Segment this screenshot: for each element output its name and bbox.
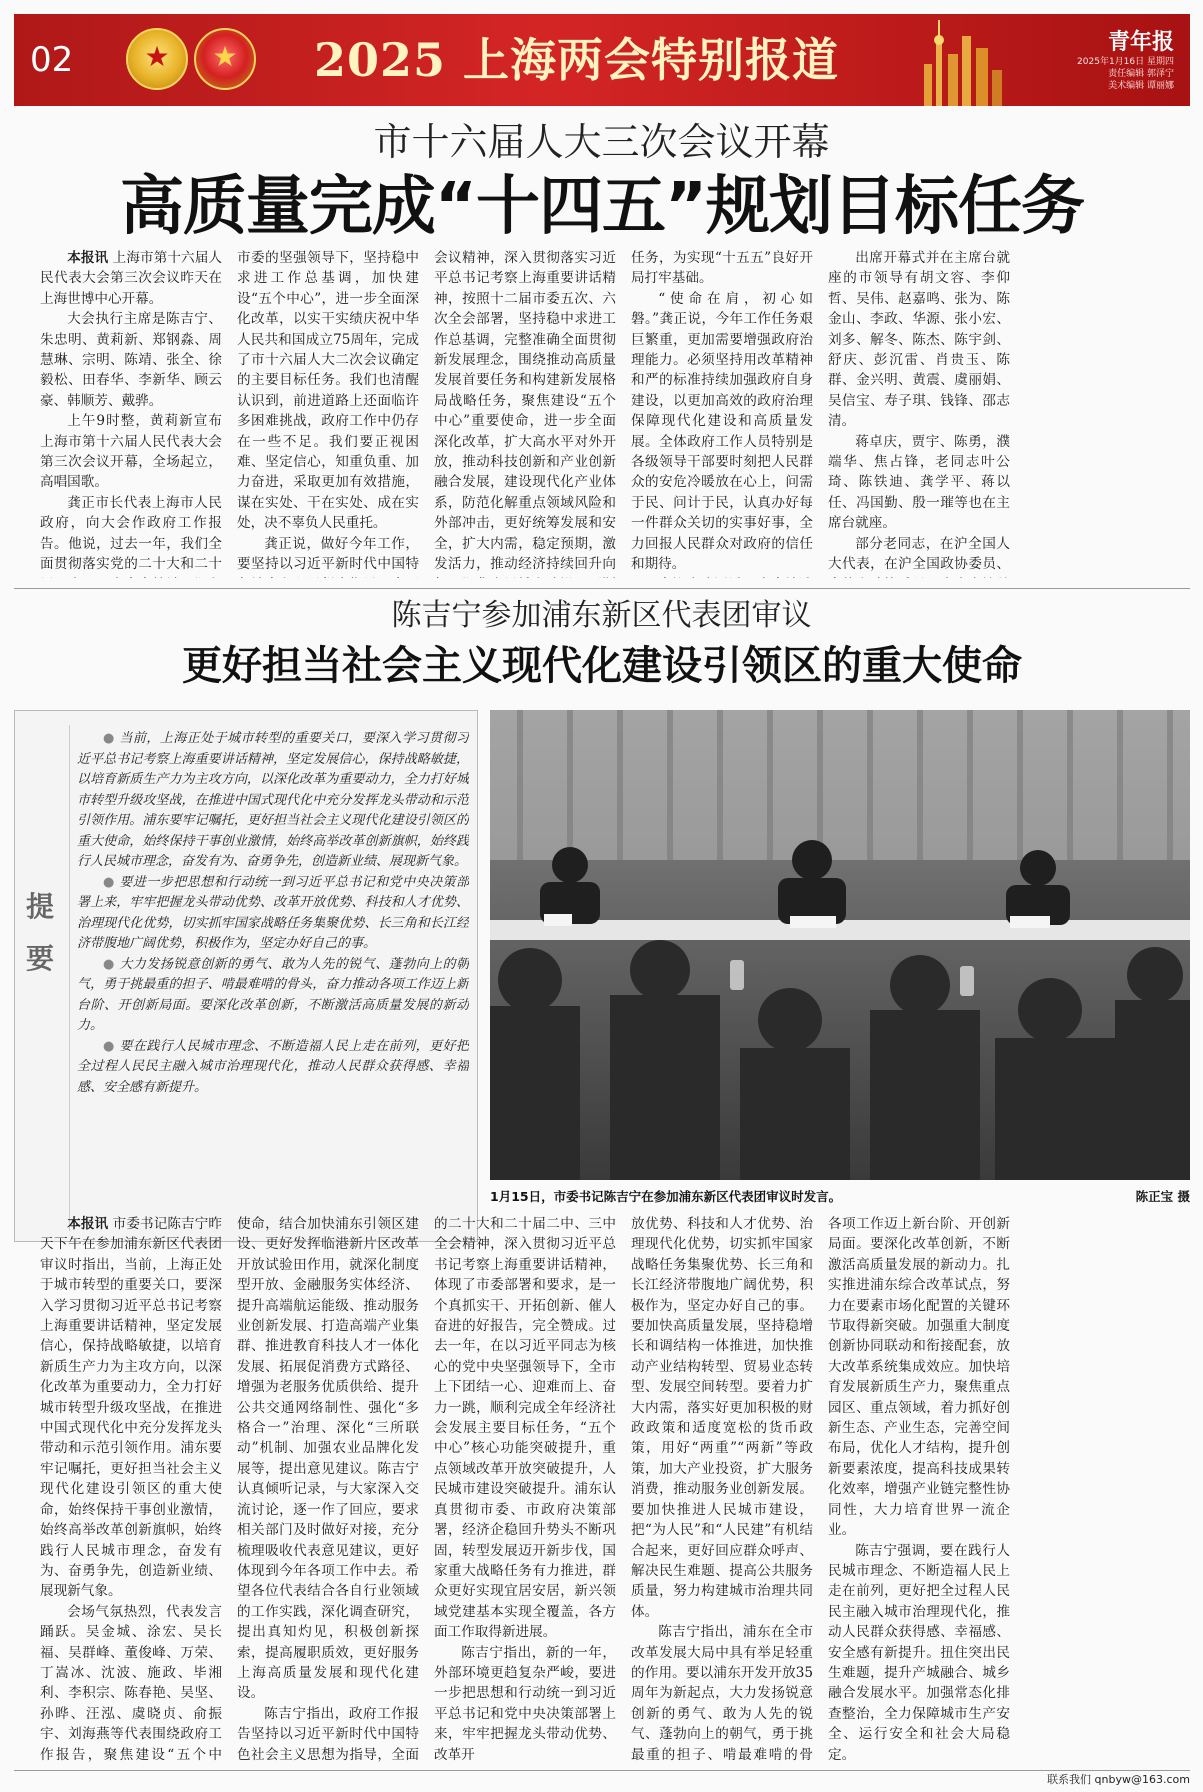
story1-kicker: 市十六届人大三次会议开幕 — [373, 120, 830, 164]
header-banner — [14, 14, 1190, 106]
story2-kicker: 陈吉宁参加浦东新区代表团审议 — [391, 598, 812, 633]
story2-headline: 更好担当社会主义现代化建设引领区的重大使命 — [182, 643, 1022, 689]
story1-column-3: 会议精神，深入贯彻落实习近平总书记考察上海重要讲话精神，按照十二届市委五次、六次全会部署，坚持稳中求进工作总基调，完整准确全面贯彻新发展理念，围绕推动高质量发展首要任务和构建新发展格局战略任务，聚焦建设“五个中心”重要使命，进一步全面深化改革，扩大高水平对外开放，推动科技创新和产业创新融合发展，建设现代化产业体系，防范化解重点领域风险和外部冲击，更好统筹发展和安全，扩大内需，稳定预期，激发活力，推动经济持续回升向 — [434, 250, 616, 573]
story2-column-5: 各项工作迈上新台阶、开创新局面。要深化改革创新，不断激活高质量发展的新动力。扎实推进浦东综合改革试点，努力在要素市场化配置的关键环节取得新突破。加强重大制度创新协同联动和衔接配套，放大改革系统集成效应。加快培育发展新质生产力，聚焦重点园区、重点领域，着力抓好创新生态、产业生态，完善空间布局，优化人才结构，提升创新要素浓度，提高科技成果转化效率，增强产业链完整性协同性，大力培育世界一流企业。 陈吉宁强调，要在践行人民城市理念、不断造福人民上走在前列，更好把全过程人民民主融入城市治理现代化，推动人民群众获得感、幸福感、安全感有新提升。扭住突出民生难题，提升产城融合、城乡融合发展水平。加强常态化排查整治，全力保障城市生产安全、运行安全和社会大局稳定。 — [828, 1216, 1010, 1762]
section-divider — [14, 588, 1190, 589]
story2-column-2: 使命，结合加快浦东引领区建设、更好发挥临港新片区改革开放试验田作用，就深化制度型开放、金融服务实体经济、提升高端航运能级、推动服务业创新发展、打造高端产业集群、推进教育科技人才一体化发展、拓展促消费方式路径、增强为老服务优质供给、提升公共交通网络制性、强化“多格合一”治理、深化“三所联动”机制、加强农业品牌化发展等，提出意见建议。陈吉宁认真倾听记录，与大家深入交流讨论，逐一作了回应，要求相关部门及时做好对接，充分梳理吸收代表意见建议，更好体现到今年各项工作中去。希望各位代表结合各自行业领域的工作实践，深化调查研究，提出真知灼见，积极创新探索，提高履职质效，更好服务上海高质量发展和现代化建设。 陈吉宁指出，政府工作报告坚持以习近平新时代中国特色社会主义思想为指导，全面 — [237, 1216, 419, 1762]
story1-column-4: 任务，为实现“十五五”良好开局打牢基础。 “使命在肩，初心如磐。”龚正说，今年工作任务艰巨繁重，更加需要增强政府治理能力。必须坚持用改革精神和严的标准持续加强政府自身建设，以更加高效的政府治理保障现代化建设和高质量发展。全体政府工作人员特别是各级领导干部要时刻把人民群众的安危冷暖放在心上，问需于民、问计于民，认真办好每一件群众关切的实事好事，全力回报人民群众对政府的信任和期待。 — [631, 250, 813, 573]
summary-box — [14, 710, 478, 1242]
bullet-icon: ● — [103, 874, 115, 890]
story1-column-1: 本报讯 上海市第十六届人民代表大会第三次会议昨天在上海世博中心开幕。 大会执行主席是陈吉宁、朱忠明、黄莉新、郑钢淼、周慧琳、宗明、陈靖、张全、徐毅松、田春华、李新华、顾云豪、韩顺芳、戴骅。 上午9时整，黄莉新宣布上海市第十六届人民代表大会第三次会议开幕，全场起立，高唱国歌。 龚正市长代表上海市人民政府，向大会作政府工作报告。他说，过去一年，我们全面贯彻落实党的二十大和二十 — [40, 250, 222, 573]
bullet-icon: ● — [103, 1038, 115, 1054]
national-emblem-icon: ★ — [126, 28, 188, 90]
story2-column-1: 本报讯 市委书记陈吉宁昨天下午在参加浦东新区代表团审议时指出，当前，上海正处于城市转型的重要关口，要深入学习贯彻习近平总书记考察上海重要讲话精神，坚定发展信心，保持战略敏捷，以培育新质生产力为主攻方向，以深化改革为重要动力，全力打好城市转型升级攻坚战，在推进中国式现代化中充分发挥龙头带动和示范引领作用。浦东要牢记嘱托，更好担当社会主义现代化建设引领区的重大使命，始终保持干事创业激情，始终高举改革创新旗帜，始终践行人民城市理念，奋发有为、奋勇争先，创造新业绩、展现新气象。 会场气氛热烈，代表发言踊跃。吴金城、涂宏、吴长福、吴群峰、董俊峰、万荣、丁嵩冰、沈波、施政、毕湘利、李积宗、陈春艳、吴坚、孙晔、汪泓、虞晓贞、俞振宇、刘海燕等代表围绕政府工作报告，聚焦建设“五个中 — [40, 1216, 222, 1762]
story1-lead-tag: 本报讯 — [67, 250, 109, 266]
footer — [14, 1770, 1190, 1789]
bullet-icon: ● — [103, 956, 115, 972]
bullet-icon: ● — [103, 731, 115, 746]
news-photo — [490, 710, 1190, 1180]
story1-column-5: 出席开幕式并在主席台就座的市领导有胡文容、李仰哲、吴伟、赵嘉鸣、张为、陈金山、李政、华源、张小宏、刘多、解冬、陈杰、陈宇剑、舒庆、彭沉雷、肖贵玉、陈群、金兴明、黄震、虞丽娟、吴信宝、寿子琪、钱锋、邵志清。 蒋卓庆，贾宇、陈勇，濮端华、焦占锋，老同志叶公琦、陈铁迪、龚学平、蒋以任、冯国勤、殷一璀等也在主席台就座。 部分老同志，在沪全国人大代表，在沪全国政协委员、 — [828, 250, 1010, 573]
contact-email[interactable]: 联系我们 qnbyw@163.com — [1047, 1773, 1190, 1786]
paper-logo: 青年报 — [1107, 29, 1174, 55]
summary-text: ● 当前，上海正处于城市转型的重要关口，要深入学习贯彻习近平总书记考察上海重要讲话精神，坚定发展信心，保持战略敏捷，以培育新质生产力为主攻方向，以深化改革为重要动力，全力打好城市转型升级攻坚战，在推进中国式现代化中充分发挥龙头带动和示范引领作用。浦东要牢记嘱托，更好担当社会主义现代化建设引领区的重大使命，始终保持干事创业激情，始终高举改革创新旗帜，始终践行人民城市理念，奋发有为、奋勇争先，创造新业绩、展现新气象。 ● 要进一步把思想和行动统一到习近平总书记和党中央决策部署上来，牢牢把握龙头带动优势、改革开放优势、科技和人才优势、治理现代化优势，切实抓牢国家战略任务集聚优势、长三角和长江经济带腹地广阔优势，积极作为，坚定办好自己的事。 ● 大力发扬锐意创新的勇气、敢为人先的锐气、蓬勃向上的朝气，勇于挑最重的担子、啃最难啃的骨头，奋力推动各项工作迈上新台阶、开创新局面。要深化改革创新，不断激活高质量发展的新动力。 ● 要在践行人民城市理念、不断造福人民上走在前列，更好把全过程人民民主融入城市治理现代化，推动人民群众获得感、幸福感、安全感有新提升。 — [77, 731, 469, 1095]
photo-caption: 1月15日，市委书记陈吉宁在参加浦东新区代表团审议时发言。 陈正宝 摄 — [490, 1187, 1190, 1207]
summary-title: 提要 — [25, 890, 54, 975]
cppcc-emblem-icon: ★ — [194, 28, 256, 90]
story2-column-4: 放优势、科技和人才优势、治理现代化优势，切实抓牢国家战略任务集聚优势、长三角和长江经济带腹地广阔优势，积极作为，坚定办好自己的事。要加快高质量发展，坚持稳增长和调结构一体推进，加快推动产业结构转型、贸易业态转型、发展空间转型。要着力扩大内需，落实好更加积极的财政政策和适度宽松的货币政策，用好“两重”“两新”等政策，加大产业投资，扩大服务消费，推动服务业创新发展。要加快推进人民城市建设，把“为人民”和“人民建”有机结合起来，更好回应群众呼声、解决民生难题、提高公共服务质量，努力构建城市治理共同体。 陈吉宁指出，浦东在全市改革发展大局中具有举足轻重的作用。要以浦东开发开放35周年为新起点，大力发扬锐意创新的勇气、敢为人先的锐气、蓬勃向上的朝气，勇于挑最重的担子、啃最难啃的骨 — [631, 1216, 813, 1762]
section-title: 2025 上海两会特别报道 — [314, 33, 840, 87]
designer-credit: 美术编辑 谭丽娜 — [1108, 81, 1174, 91]
story2-lead-tag: 本报讯 — [67, 1216, 109, 1232]
page-number: 02 — [30, 40, 74, 80]
meeting-photo-illustration — [490, 710, 1190, 1180]
editor-credit: 责任编辑 郭泽宁 — [1108, 69, 1174, 79]
story1-column-2: 市委的坚强领导下，坚持稳中求进工作总基调，加快建设“五个中心”，进一步全面深化改革，以实干实绩庆祝中华人民共和国成立75周年，完成了市十六届人大二次会议确定的主要目标任务。我们也清醒认识到，前进道路上还面临许多困难挑战，政府工作中仍存在一些不足。我们要正视困难、坚定信心，知重负重、加力奋进，采取更加有效措施，谋在实处、干在实处、成在实处，决不辜负人民重托。 龚正说，做好今年工作，要坚持以习近平新时代中国特 — [237, 250, 419, 573]
issue-date: 2025年1月16日 星期四 — [1077, 57, 1174, 67]
photo-credit: 陈正宝 摄 — [1135, 1189, 1190, 1204]
story1-headline: 高质量完成“十四五”规划目标任务 — [119, 170, 1085, 244]
skyline-icon — [914, 14, 1034, 106]
masthead — [1074, 28, 1174, 98]
story2-column-3: 的二十大和二十届二中、三中全会精神，深入贯彻习近平总书记考察上海重要讲话精神，体现了市委部署和要求，是一个真抓实干、开拓创新、催人奋进的好报告，完全赞成。过去一年，在以习近平同志为核心的党中央坚强领导下，全市上下团结一心、迎难而上、奋力一跳，顺利完成全年经济社会发展主要目标任务，“五个中心”核心功能突破提升，重点领域改革开放突破提升，人民城市建设突破提升。浦东认真贯彻市委、市政府决策部署，经济企稳回升势头不断巩固，转型发展迈开新步伐，国家重大战略任务有力推进，群众更好实现宜居安居，新兴领域党建基本实现全覆盖，各方面工作取得新进展。 陈吉宁指出，新的一年，外部环境更趋复杂严峻，要进一步把思想和行动统一到习近平总书记和党中央决策部署上来，牢牢把握龙头带动优势、改革开 — [434, 1216, 616, 1762]
